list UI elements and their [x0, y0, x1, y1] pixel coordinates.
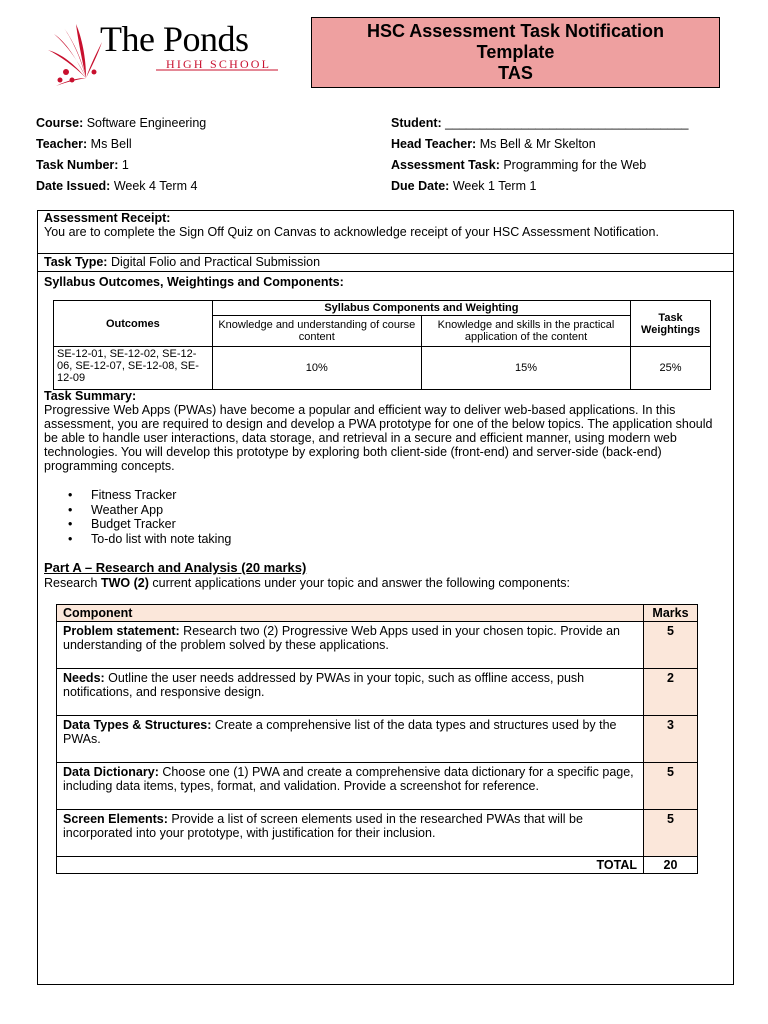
- knowledge-weighting: 10%: [212, 347, 421, 390]
- document-title-line-2: Template: [476, 42, 555, 62]
- task-weighting: 25%: [631, 347, 711, 390]
- document-title-line-3: TAS: [498, 63, 533, 83]
- syllabus-components-header: Syllabus Components and Weighting: [212, 301, 630, 316]
- part-a-intro: [44, 576, 570, 590]
- table-row: [57, 763, 698, 810]
- total-label: TOTAL: [57, 857, 644, 874]
- head-teacher-value: Ms Bell & Mr Skelton: [479, 137, 596, 151]
- list-item: • Fitness Tracker: [68, 488, 231, 503]
- course-value: Software Engineering: [86, 116, 207, 130]
- marks-cell: 5: [644, 810, 698, 857]
- list-item: • To-do list with note taking: [68, 532, 231, 547]
- topic-list: [68, 488, 231, 546]
- total-row: [57, 857, 698, 874]
- task-type-label: Task Type:: [44, 255, 108, 269]
- head-teacher-info: [391, 137, 596, 151]
- receipt-heading: Assessment Receipt:: [44, 211, 171, 225]
- marks-cell: 2: [644, 669, 698, 716]
- course-label: Course:: [36, 116, 84, 130]
- divider: [37, 271, 734, 272]
- component-text: Outline the user needs addressed by PWAs in your topic, such as offline access, push notifications, and responsive design.: [63, 671, 585, 699]
- assessment-receipt: [44, 211, 724, 239]
- due-date-label: Due Date:: [391, 179, 450, 193]
- marks-header: Marks: [644, 605, 698, 622]
- component-header: Component: [57, 605, 644, 622]
- marks-cell: 5: [644, 622, 698, 669]
- assessment-task-value: Programming for the Web: [503, 158, 647, 172]
- school-name: The Ponds: [100, 19, 249, 59]
- summary-text: Progressive Web Apps (PWAs) have become a popular and efficient way to deliver web-based applications. In this assessment, you are required to design and develop a PWA prototype for one of the below topics. The application should be able to handle user interactions, data storage, and retrieval in a secure and efficient manner, using modern web technologies. You will develop this prototype by exploring both client-side (front-end) and server-side (back-end) programming concepts.: [44, 403, 713, 473]
- document-title-box: [311, 17, 720, 88]
- receipt-text: You are to complete the Sign Off Quiz on Canvas to acknowledge receipt of your HSC Assessment Notification.: [44, 225, 659, 239]
- due-date-info: [391, 179, 536, 193]
- table-row: [57, 622, 698, 669]
- list-item: • Weather App: [68, 503, 231, 518]
- component-label: Problem statement:: [63, 624, 180, 638]
- outcomes-cell: SE-12-01, SE-12-02, SE-12-06, SE-12-07, SE-12-08, SE-12-09: [54, 347, 213, 390]
- task-number-info: [36, 158, 129, 172]
- part-a-intro-start: Research: [44, 576, 101, 590]
- task-number-value: 1: [121, 158, 129, 172]
- total-value: 20: [644, 857, 698, 874]
- task-summary: [44, 389, 724, 473]
- course-info: [36, 116, 206, 130]
- component-label: Screen Elements:: [63, 812, 168, 826]
- outcomes-header: Outcomes: [54, 301, 213, 347]
- component-text: Create a comprehensive list of the data types and structures used by the PWAs.: [63, 718, 617, 746]
- components-table: [56, 604, 698, 874]
- summary-heading: Task Summary:: [44, 389, 137, 403]
- assessment-task-label: Assessment Task:: [391, 158, 500, 172]
- date-issued-value: Week 4 Term 4: [113, 179, 198, 193]
- task-weightings-header: Task Weightings: [631, 301, 711, 347]
- table-row: [57, 810, 698, 857]
- student-label: Student:: [391, 116, 442, 130]
- teacher-value: Ms Bell: [90, 137, 132, 151]
- student-info: [391, 116, 689, 130]
- task-type: [44, 255, 320, 269]
- table-row: [57, 669, 698, 716]
- student-value: ___________________________________: [445, 116, 689, 130]
- head-teacher-label: Head Teacher:: [391, 137, 477, 151]
- part-a-intro-emphasis: TWO (2): [100, 576, 149, 590]
- assessment-task-info: [391, 158, 646, 172]
- task-type-value: Digital Folio and Practical Submission: [110, 255, 321, 269]
- skills-header: Knowledge and skills in the practical application of the content: [421, 316, 630, 347]
- marks-cell: 5: [644, 763, 698, 810]
- component-cell: [57, 763, 644, 810]
- component-label: Data Dictionary:: [63, 765, 159, 779]
- task-number-label: Task Number:: [36, 158, 119, 172]
- component-label: Needs:: [63, 671, 105, 685]
- component-cell: [57, 622, 644, 669]
- component-text: Research two (2) Progressive Web Apps used in your chosen topic. Provide an understanding of the problem solved by these applications.: [63, 624, 620, 652]
- document-title-line-1: HSC Assessment Task Notification: [366, 21, 665, 41]
- knowledge-header: Knowledge and understanding of course content: [212, 316, 421, 347]
- part-a-intro-end: current applications under your topic and answer the following components:: [148, 576, 570, 590]
- list-item: • Budget Tracker: [68, 517, 231, 532]
- syllabus-heading: Syllabus Outcomes, Weightings and Components:: [44, 275, 344, 289]
- table-row: [57, 716, 698, 763]
- school-subtitle: HIGH SCHOOL: [166, 57, 272, 71]
- teacher-info: [36, 137, 132, 151]
- teacher-label: Teacher:: [36, 137, 88, 151]
- component-cell: [57, 810, 644, 857]
- marks-cell: 3: [644, 716, 698, 763]
- date-issued-info: [36, 179, 197, 193]
- component-cell: [57, 716, 644, 763]
- component-cell: [57, 669, 644, 716]
- component-text: Provide a list of screen elements used in the researched PWAs that will be incorporated into your prototype, with justification for their inclusion.: [63, 812, 583, 840]
- component-label: Data Types & Structures:: [63, 718, 212, 732]
- due-date-value: Week 1 Term 1: [452, 179, 537, 193]
- date-issued-label: Date Issued:: [36, 179, 111, 193]
- syllabus-table: [53, 300, 711, 390]
- skills-weighting: 15%: [421, 347, 630, 390]
- part-a-heading: Part A – Research and Analysis (20 marks): [44, 560, 307, 575]
- divider: [37, 253, 734, 254]
- component-text: Choose one (1) PWA and create a comprehensive data dictionary for a specific page, including data items, types, format, and validation. Provide a screenshot for reference.: [63, 765, 634, 793]
